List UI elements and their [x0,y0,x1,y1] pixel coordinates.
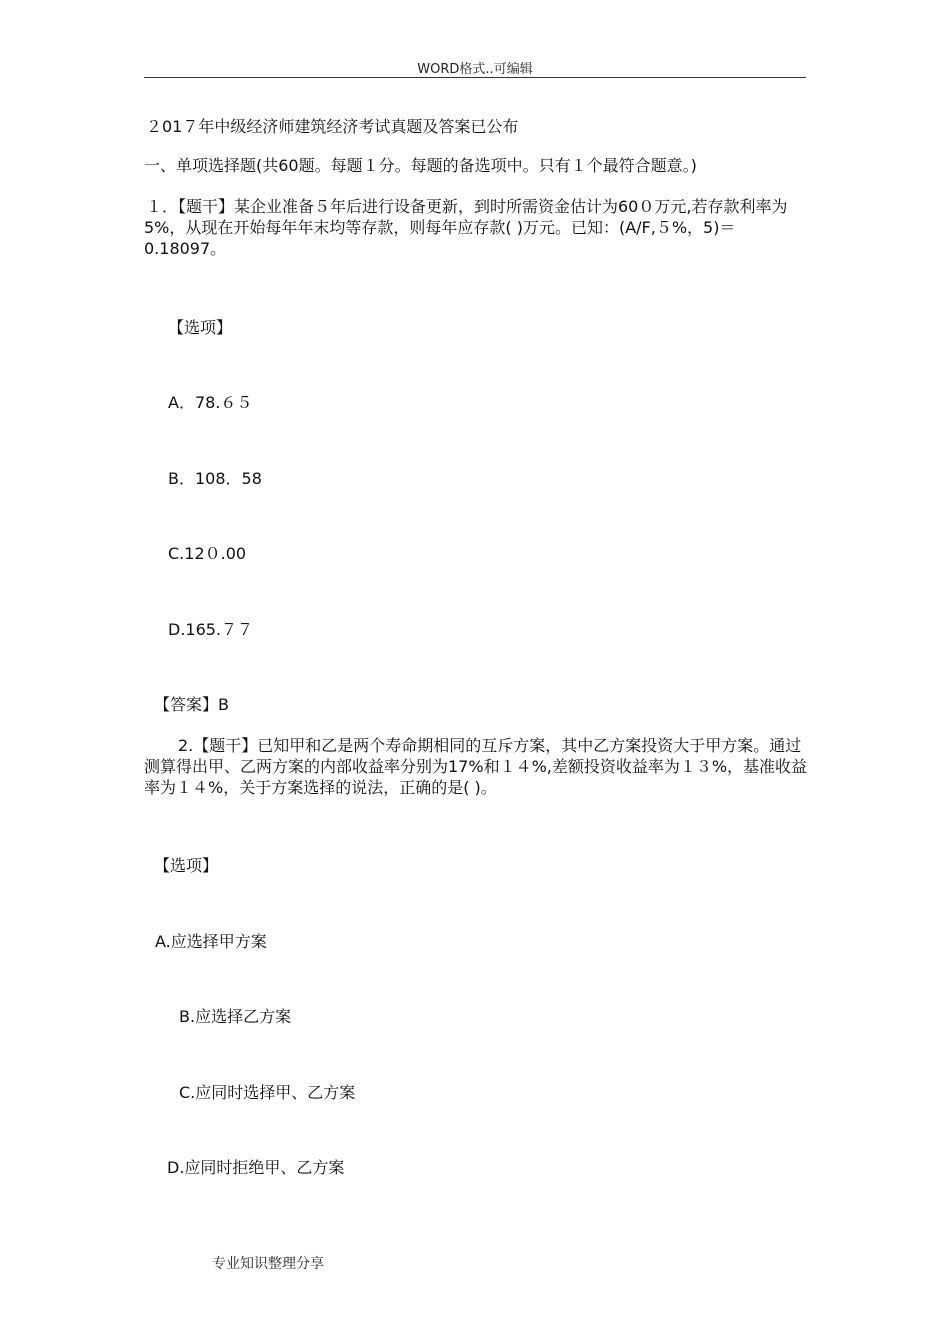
question-2-option-d: D.应同时拒绝甲、乙方案 [167,1158,345,1177]
question-2-option-c: C.应同时选择甲、乙方案 [179,1083,356,1102]
question-1-option-a: A．78.６５ [168,393,253,412]
question-1-options-label: 【选项】 [168,318,233,337]
question-1-stem: １．【题干】某企业准备５年后进行设备更新，到时所需资金估计为60０万元,若存款利率为5%，从现在开始每年年末均等存款，则每年应存款( )万元。已知：(A/F,５%，5)＝0.18097。 [144,197,788,258]
question-2-option-b: B.应选择乙方案 [179,1007,292,1026]
question-1-option-b: B．108．58 [168,469,262,488]
header-text: WORD格式..可编辑 [417,62,533,77]
question-1-answer: 【答案】B [154,695,229,714]
question-1-option-c: C.12０.00 [168,544,247,563]
question-1-option-d: D.165.７７ [168,620,254,639]
page-footer: 专业知识整理分享 [212,1256,324,1272]
question-2-option-a: A.应选择甲方案 [155,932,267,951]
section-heading: 一、单项选择题(共60题。每题１分。每题的备选项中。只有１个最符合题意。) [144,156,697,175]
header-rule [144,77,806,78]
document-title: ２01７年中级经济师建筑经济考试真题及答案已公布 [146,117,519,136]
question-2-options-label: 【选项】 [154,856,219,875]
question-2-stem: 2.【题干】已知甲和乙是两个寿命期相同的互斥方案，其中乙方案投资大于甲方案。通过测算得出甲、乙两方案的内部收益率分别为17%和１４%,差额投资收益率为１３%，基准收益率为１４%，关于方案选择的说法，正确的是( )。 [144,736,808,797]
